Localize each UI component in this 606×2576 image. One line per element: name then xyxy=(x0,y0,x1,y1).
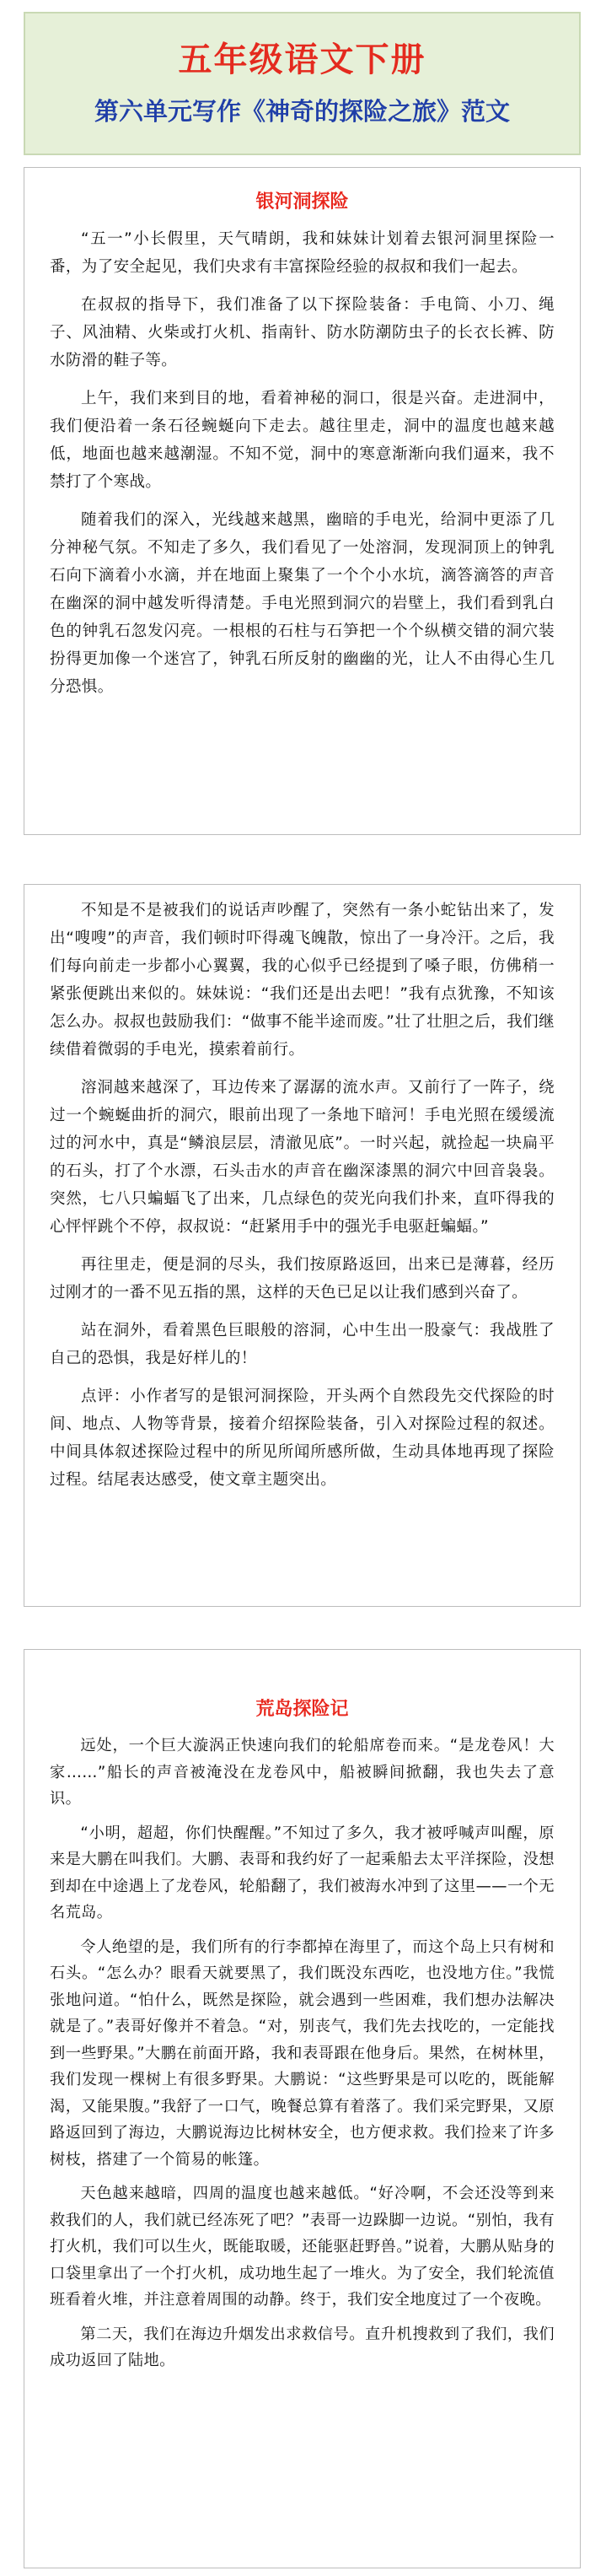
essay1-paragraph: “五一”小长假里，天气晴朗，我和妹妹计划着去银河洞里探险一番，为了安全起见，我们央求有丰富探险经验的叔叔和我们一起去。 xyxy=(50,230,555,276)
essay1-title: 银河洞探险 xyxy=(255,191,349,213)
essay1-paragraph: 随着我们的深入，光线越来越黑，幽暗的手电光，给洞中更添了几分神秘气氛。不知走了多久，我们看见了一处溶洞，发现洞顶上的钟乳石向下滴着小水滴，并在地面上聚集了一个个小水坑，滴答滴答的声音在幽深的洞中越发听得清楚。手电光照到洞穴的岩壁上，我们看到乳白色的钟乳石忽发闪亮。一根根的石柱与石笋把一个个纵横交错的洞穴装扮得更加像一个迷宫了，钟乳石所反射的幽幽的光，让人不由得心生几分恐惧。 xyxy=(50,511,555,696)
essay1-section xyxy=(24,167,581,835)
essay2-paragraph: 第二天，我们在海边升烟发出求救信号。直升机搜救到了我们，我们成功返回了陆地。 xyxy=(50,2325,555,2369)
page-subtitle: 第六单元写作《神奇的探险之旅》范文 xyxy=(94,97,510,126)
essay2-title: 荒岛探险记 xyxy=(255,1699,349,1720)
essay1-paragraph: 再往里走，便是洞的尽头，我们按原路返回，出来已是薄暮，经历过刚才的一番不见五指的黑，这样的天色已足以让我们感到兴奋了。 xyxy=(50,1256,555,1301)
essay2-paragraph: “小明，超超，你们快醒醒。”不知过了多久，我才被呼喊声叫醒，原来是大鹏在叫我们。大鹏、表哥和我约好了一起乘船去太平洋探险，没想到却在中途遇上了龙卷风，轮船翻了，我们被海水冲到了这里——一个无名荒岛。 xyxy=(50,1824,555,1921)
essay1-paragraph: 上午，我们来到目的地，看着神秘的洞口，很是兴奋。走进洞中，我们便沿着一条石径蜿蜒向下走去。越往里走，洞中的温度也越来越低，地面也越来越潮湿。不知不觉，洞中的寒意渐渐向我们逼来，我不禁打了个寒战。 xyxy=(50,390,555,491)
essay1-paragraph: 溶洞越来越深了，耳边传来了潺潺的流水声。又前行了一阵子，绕过一个蜿蜒曲折的洞穴，眼前出现了一条地下暗河！手电光照在缓缓流过的河水中，真是“鳞浪层层，清澈见底”。一时兴起，就捡起一块扁平的石头，打了个水漂，石头击水的声音在幽深漆黑的洞穴中回音袅袅。突然，七八只蝙蝠飞了出来，几点绿色的荧光向我们扑来，直吓得我的心怦怦跳个不停，叔叔说：“赶紧用手中的强光手电驱赶蝙蝠。” xyxy=(50,1079,555,1236)
essay2-paragraph: 令人绝望的是，我们所有的行李都掉在海里了，而这个岛上只有树和石头。“怎么办？眼看天就要黑了，我们既没东西吃，也没地方住。”我慌张地问道。“怕什么，既然是探险，就会遇到一些困难，我们想办法解决就是了。”表哥好像并不着急。“对，别丧气，我们先去找吃的，一定能找到一些野果。”大鹏在前面开路，我和表哥跟在他身后。果然，在树林里，我们发现一棵树上有很多野果。大鹏说：“这些野果是可以吃的，既能解渴，又能果腹。”我舒了一口气，晚餐总算有着落了。我们采完野果，又原路返回到了海边，大鹏说海边比树林安全，也方便求救。我们捡来了许多树枝，搭建了一个简易的帐篷。 xyxy=(50,1937,555,2169)
essay1-continued-section xyxy=(24,884,581,1607)
essay2-section xyxy=(24,1649,581,2568)
essay1-paragraph: 在叔叔的指导下，我们准备了以下探险装备：手电筒、小刀、绳子、风油精、火柴或打火机、指南针、防水防潮防虫子的长衣长裤、防水防滑的鞋子等。 xyxy=(50,296,555,369)
page-title: 五年级语文下册 xyxy=(178,40,426,79)
essay2-paragraph: 远处，一个巨大漩涡正快速向我们的轮船席卷而来。“是龙卷风！大家……”船长的声音被淹没在龙卷风中，船被瞬间掀翻，我也失去了意识。 xyxy=(50,1737,555,1808)
essay1-paragraph: 站在洞外，看着黑色巨眼般的溶洞，心中生出一股豪气：我战胜了自己的恐惧，我是好样儿的！ xyxy=(50,1322,555,1367)
header-banner xyxy=(24,12,581,155)
essay1-comment: 点评：小作者写的是银河洞探险，开头两个自然段先交代探险的时间、地点、人物等背景，接着介绍探险装备，引入对探险过程的叙述。中间具体叙述探险过程中的所见所闻所感所做，生动具体地再现了探险过程。结尾表达感受，使文章主题突出。 xyxy=(50,1388,555,1489)
essay1-paragraph: 不知是不是被我们的说话声吵醒了，突然有一条小蛇钻出来了，发出“嗖嗖”的声音，我们顿时吓得魂飞魄散，惊出了一身冷汗。之后，我们每向前走一步都小心翼翼，我的心似乎已经提到了嗓子眼，仿佛稍一紧张便跳出来似的。妹妹说：“我们还是出去吧！”我有点犹豫，不知该怎么办。叔叔也鼓励我们：“做事不能半途而废。”壮了壮胆之后，我们继续借着微弱的手电光，摸索着前行。 xyxy=(50,902,555,1059)
essay2-paragraph: 天色越来越暗，四周的温度也越来越低。“好冷啊，不会还没等到来救我们的人，我们就已经冻死了吧？”表哥一边跺脚一边说。“别怕，我有打火机，我们可以生火，既能取暖，还能驱赶野兽。”说着，大鹏从贴身的口袋里拿出了一个打火机，成功地生起了一堆火。为了安全，我们轮流值班看着火堆，并注意着周围的动静。终于，我们安全地度过了一个夜晚。 xyxy=(50,2185,555,2309)
